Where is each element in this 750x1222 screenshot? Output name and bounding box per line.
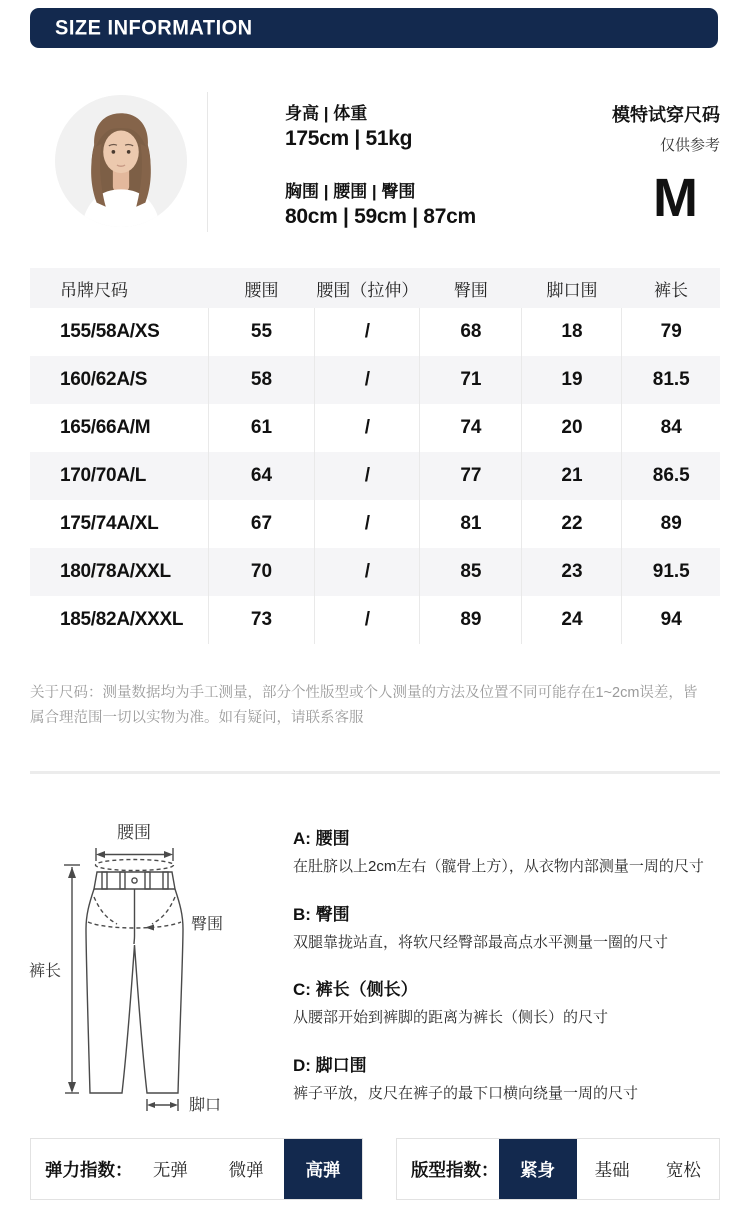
- col-header-waist-stretch: 腰围（拉伸）: [315, 268, 420, 308]
- size-cell: 67: [208, 500, 315, 548]
- size-row-label: 175/74A/XL: [60, 513, 159, 534]
- size-cell: 86.5: [622, 452, 720, 500]
- guide-length: [293, 975, 733, 1030]
- fit-option-loose: 宽松: [665, 1159, 701, 1180]
- guide-desc: 从腰部开始到裤脚的距离为裤长（侧长）的尺寸: [293, 1009, 609, 1026]
- model-tryon-info: [612, 101, 720, 229]
- pants-measure-diagram: [28, 818, 233, 1113]
- fit-option-tight-selected: 紧身: [499, 1139, 577, 1199]
- size-cell: 22: [522, 500, 622, 548]
- guide-title: A: 腰围: [293, 829, 350, 848]
- elasticity-label: 弹力指数：: [45, 1159, 133, 1180]
- size-row-label: 165/66A/M: [60, 417, 151, 438]
- size-cell: 23: [522, 548, 622, 596]
- size-cell: 81.5: [622, 356, 720, 404]
- size-cell: 68: [420, 308, 522, 356]
- guide-desc: 裤子平放，皮尺在裤子的最下口横向绕量一周的尺寸: [293, 1084, 639, 1102]
- col-header-waist: 腰围: [208, 268, 315, 308]
- size-row: [30, 596, 720, 644]
- size-table: [30, 268, 720, 644]
- col-header-length: 裤长: [622, 268, 720, 308]
- size-cell: 84: [622, 404, 720, 452]
- section-title: SIZE INFORMATION: [55, 15, 253, 40]
- size-cell: 73: [208, 596, 315, 644]
- size-cell: 18: [522, 308, 622, 356]
- size-row-label: 180/78A/XXL: [60, 561, 171, 582]
- bust-waist-hip-label: 胸围 | 腰围 | 臀围: [285, 182, 416, 201]
- elasticity-index-bar: [30, 1138, 363, 1200]
- size-cell: 61: [208, 404, 315, 452]
- diagram-waist-label: 腰围: [117, 823, 151, 842]
- size-cell: 20: [522, 404, 622, 452]
- size-cell: /: [315, 548, 420, 596]
- height-weight-value: 175cm | 51kg: [285, 127, 413, 150]
- size-cell: 58: [208, 356, 315, 404]
- diagram-hip-label: 臀围: [191, 916, 224, 933]
- size-cell: /: [315, 452, 420, 500]
- size-cell: 19: [522, 356, 622, 404]
- size-cell: 24: [522, 596, 622, 644]
- size-cell: 71: [420, 356, 522, 404]
- col-header-hem: 脚口围: [522, 268, 622, 308]
- section-divider: [30, 771, 720, 774]
- size-cell: 77: [420, 452, 522, 500]
- size-cell: /: [315, 500, 420, 548]
- size-cell: 70: [208, 548, 315, 596]
- size-row-label: 155/58A/XS: [60, 321, 160, 342]
- section-header-bar: [30, 8, 718, 48]
- size-cell: /: [315, 596, 420, 644]
- diagram-length-label: 裤长: [29, 963, 62, 980]
- size-cell: /: [315, 308, 420, 356]
- guide-hem: [293, 1051, 733, 1106]
- size-disclaimer-note: 关于尺码：测量数据均为手工测量，部分个性版型或个人测量的方法及位置不同可能存在1~2cm误差，皆属合理范围一切以实物为准。如有疑问，请联系客服: [30, 685, 698, 726]
- size-cell: 91.5: [622, 548, 720, 596]
- guide-title: B: 臀围: [293, 904, 350, 924]
- size-row: [30, 308, 720, 356]
- elasticity-option-high-selected: 高弹: [284, 1139, 362, 1199]
- size-cell: 89: [420, 596, 522, 644]
- diagram-hem-label: 脚口: [189, 1097, 222, 1113]
- size-row: [30, 500, 720, 548]
- bust-waist-hip-value: 80cm | 59cm | 87cm: [285, 205, 476, 228]
- fit-label: 版型指数：: [411, 1159, 499, 1180]
- guide-desc: 双腿靠拢站直，将软尺经臀部最高点水平测量一圈的尺寸: [293, 933, 669, 951]
- guide-waist: [293, 824, 733, 879]
- model-photo-illustration: [55, 95, 187, 227]
- size-row: [30, 404, 720, 452]
- model-divider: [207, 92, 208, 232]
- guide-desc: 在肚脐以上2cm左右（髋骨上方），从衣物内部测量一周的尺寸: [293, 858, 704, 875]
- col-header-hip: 臀围: [420, 268, 522, 308]
- size-row-label: 185/82A/XXXL: [60, 609, 184, 630]
- size-table-header-row: [30, 268, 720, 308]
- tryon-subtitle: 仅供参考: [659, 137, 720, 154]
- size-cell: 21: [522, 452, 622, 500]
- elasticity-option-none: 无弹: [152, 1159, 188, 1180]
- size-row-label: 160/62A/S: [60, 369, 148, 390]
- size-cell: 81: [420, 500, 522, 548]
- tryon-title: 模特试穿尺码: [612, 105, 720, 125]
- size-cell: 89: [622, 500, 720, 548]
- model-avatar: [55, 95, 187, 227]
- size-cell: 74: [420, 404, 522, 452]
- size-row: [30, 452, 720, 500]
- measure-guide: [293, 824, 733, 1126]
- fit-index-bar: [396, 1138, 720, 1200]
- height-weight-label: 身高 | 体重: [285, 104, 368, 123]
- guide-title: C: 裤长（侧长）: [293, 980, 418, 999]
- elasticity-option-slight: 微弹: [228, 1159, 264, 1180]
- guide-hip: [293, 900, 733, 955]
- size-cell: 94: [622, 596, 720, 644]
- size-cell: 64: [208, 452, 315, 500]
- tryon-size-value: M: [653, 168, 698, 228]
- size-row: [30, 356, 720, 404]
- col-header-tag-size: 吊牌尺码: [30, 268, 208, 308]
- size-cell: 55: [208, 308, 315, 356]
- size-cell: /: [315, 404, 420, 452]
- size-cell: /: [315, 356, 420, 404]
- model-stats: [285, 99, 476, 229]
- fit-option-basic: 基础: [594, 1159, 630, 1180]
- size-row-label: 170/70A/L: [60, 465, 147, 486]
- size-cell: 79: [622, 308, 720, 356]
- size-cell: 85: [420, 548, 522, 596]
- guide-title: D: 脚口围: [293, 1055, 367, 1075]
- size-row: [30, 548, 720, 596]
